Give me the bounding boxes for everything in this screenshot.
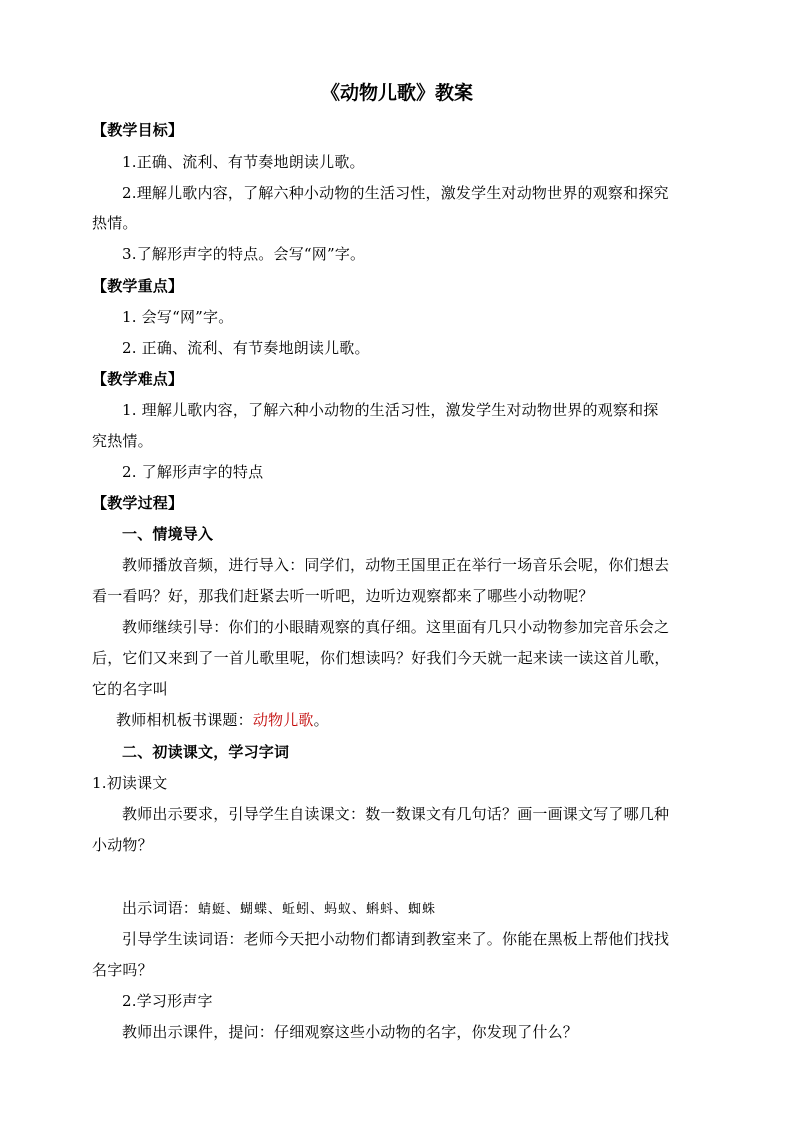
- part2-subheading-1: 1.初读课文: [92, 774, 168, 792]
- difficulty-item-1-line-2: 究热情。: [92, 432, 153, 450]
- difficulties-heading: 【教学难点】: [92, 370, 184, 388]
- key-points-heading: 【教学重点】: [92, 277, 184, 295]
- part2-para3: 教师出示课件，提问：仔细观察这些小动物的名字，你发现了什么？: [122, 1023, 579, 1041]
- key-point-item-2: 2. 正确、流利、有节奏地朗读儿歌。: [122, 339, 370, 357]
- part2-heading: 二、初读课文，学习字词: [122, 743, 290, 761]
- part1-para2-line-1: 教师继续引导：你们的小眼睛观察的真仔细。这里面有几只小动物参加完音乐会之: [122, 618, 670, 636]
- part1-heading: 一、情境导入: [122, 525, 214, 543]
- part2-para1-line-2: 小动物？: [92, 836, 153, 854]
- goal-item-3: 3.了解形声字的特点。会写“网”字。: [122, 245, 366, 263]
- difficulty-item-1-line-1: 1. 理解儿歌内容，了解六种小动物的生活习性，激发学生对动物世界的观察和探: [122, 401, 659, 419]
- board-title-prefix: 教师相机板书课题：: [116, 711, 253, 729]
- goal-item-1: 1.正确、流利、有节奏地朗读儿歌。: [122, 153, 365, 171]
- board-title-suffix: 。: [313, 711, 329, 729]
- part2-para2-line-2: 名字吗？: [92, 961, 153, 979]
- goal-item-2-line-2: 热情。: [92, 214, 138, 232]
- part1-para2-line-2: 后，它们又来到了一首儿歌里呢，你们想读吗？好我们今天就一起来读一读这首儿歌，: [92, 649, 670, 667]
- difficulty-item-2: 2. 了解形声字的特点: [122, 463, 264, 481]
- word-list-label: 出示词语：: [122, 899, 199, 917]
- part1-para2-line-3: 它的名字叫: [92, 680, 169, 698]
- word-list-line: [122, 898, 436, 920]
- part2-subheading-2: 2.学习形声字: [122, 992, 213, 1010]
- word-list: 蜻蜓、蝴蝶、蚯蚓、蚂蚁、蝌蚪、蜘蛛: [198, 902, 437, 917]
- part2-para2-line-1: 引导学生读词语：老师今天把小动物们都请到教室来了。你能在黑板上帮他们找找: [122, 930, 670, 948]
- goals-heading: 【教学目标】: [92, 121, 184, 139]
- part1-para1-line-1: 教师播放音频，进行导入：同学们，动物王国里正在举行一场音乐会呢，你们想去: [122, 556, 670, 574]
- board-title-line: [116, 710, 329, 730]
- key-point-item-1: 1. 会写“网”字。: [122, 308, 234, 326]
- board-title-text: 动物儿歌: [252, 711, 314, 729]
- part1-para1-line-2: 看一看吗？好，那我们赶紧去听一听吧，边听边观察都来了哪些小动物呢？: [92, 587, 594, 605]
- part2-para1-line-1: 教师出示要求，引导学生自读课文：数一数课文有几句话？画一画课文写了哪几种: [122, 805, 670, 823]
- goal-item-2-line-1: 2.理解儿歌内容，了解六种小动物的生活习性，激发学生对动物世界的观察和探究: [122, 184, 669, 202]
- page-title: 《动物儿歌》教案: [320, 82, 473, 104]
- process-heading: 【教学过程】: [92, 494, 184, 512]
